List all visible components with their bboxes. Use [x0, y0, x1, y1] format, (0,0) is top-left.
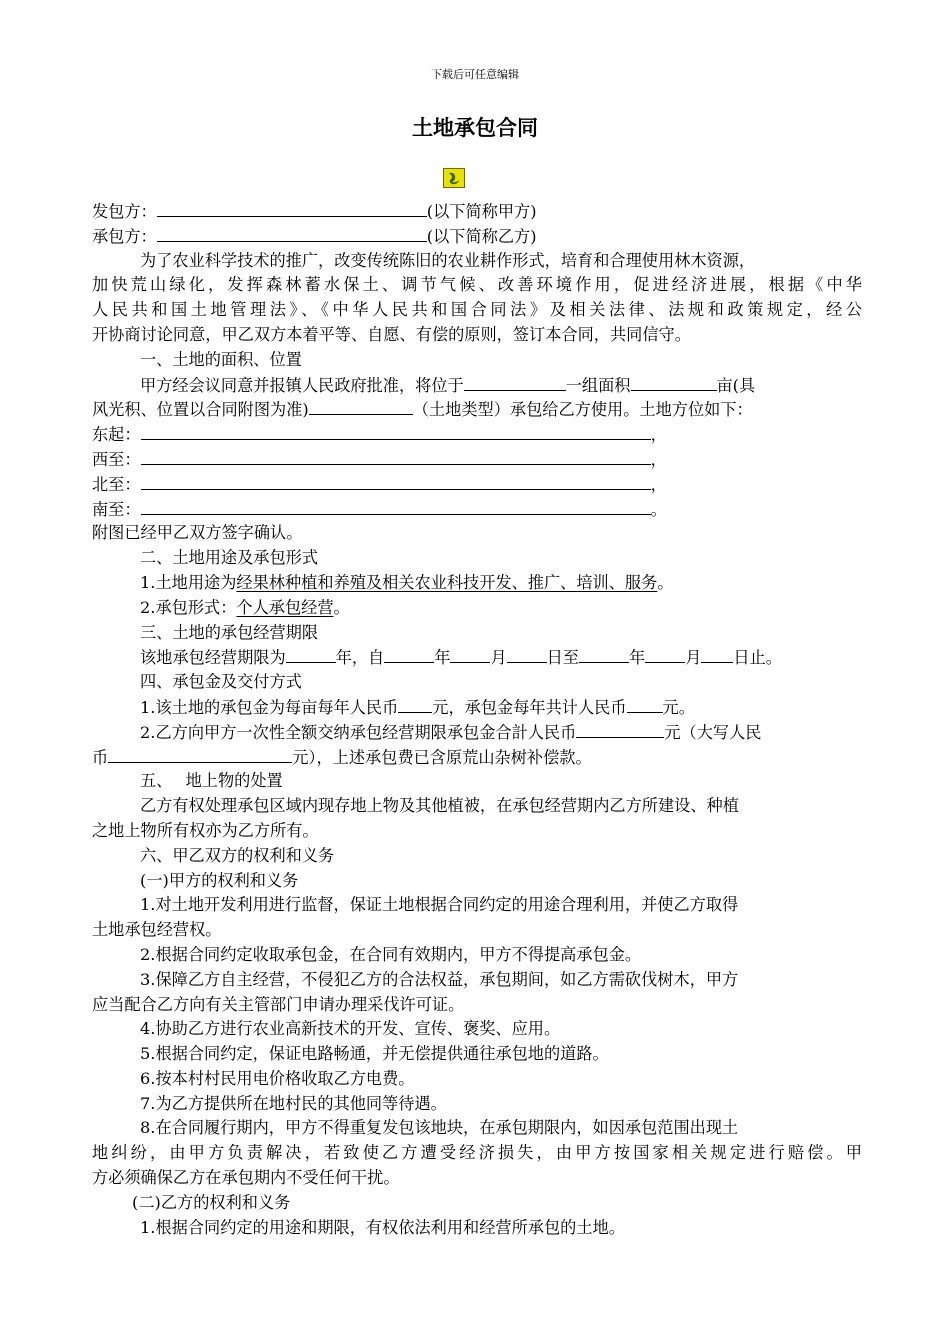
contractor-label: 承包方： — [92, 226, 157, 246]
party-a-item: 土地承包经营权。 — [92, 920, 222, 940]
preamble-line: 开协商讨论同意，甲乙双方本着平等、自愿、有偿的原则，签订本合同，共同信守。 — [92, 324, 691, 344]
employer-suffix: (以下简称甲方) — [426, 202, 537, 221]
preamble-line: 为了农业科学技术的推广，改变传统陈旧的农业耕作形式，培育和合理使用林木资源， — [140, 250, 756, 270]
contractor-line — [92, 224, 862, 249]
west-blank — [141, 447, 651, 465]
boundary-west: 西至： ， — [92, 447, 862, 472]
section-6-heading: 六、甲乙双方的权利和义务 — [140, 845, 335, 865]
rent-line: 1.该土地的承包金为每亩每年人民币 元，承包金每年共计人民币 元。 — [92, 695, 862, 720]
rent-per-mu-blank — [398, 695, 432, 713]
land-use-line: 1.土地用途为经果林种植和养殖及相关农业科技开发、推广、培训、服务。 — [140, 572, 674, 592]
lump-sum-line: 2.乙方向甲方一次性全额交纳承包经营期限承包金合計人民币 元（大写人民 — [92, 720, 862, 745]
boundary-east: 东起： ， — [92, 422, 862, 447]
contractor-suffix: (以下简称乙方) — [426, 226, 537, 246]
section-2-heading: 二、土地用途及承包形式 — [140, 548, 319, 568]
party-a-item: 地纠纷，由甲方负责解决，若致使乙方遭受经济损失，由甲方按国家相关规定进行赔偿。甲 — [92, 1143, 862, 1163]
village-blank — [464, 373, 566, 391]
contract-form-line: 2.承包形式：个人承包经营。 — [140, 597, 350, 617]
party-a-item: 4.协助乙方进行农业高新技术的开发、宣传、褒奖、应用。 — [140, 1019, 561, 1039]
south-blank — [141, 497, 651, 515]
section-3-heading: 三、土地的承包经营期限 — [140, 622, 319, 642]
employer-line — [92, 199, 862, 224]
party-a-heading: (一)甲方的权利和义务 — [140, 870, 299, 890]
party-a-item: 3.保障乙方自主经营，不侵犯乙方的合法权益，承包期间，如乙方需砍伐树木，甲方 — [140, 969, 739, 989]
preamble-line: 加快荒山绿化，发挥森林蓄水保土、调节气候、改善环境作用，促进经济进展，根据《中华 — [92, 275, 862, 295]
party-a-item: 方必须确保乙方在承包期内不受任何干扰。 — [92, 1168, 400, 1188]
header-note: 下载后可任意编辑 — [431, 68, 519, 81]
contract-body — [92, 199, 862, 1240]
section-5-line: 乙方有权处理承包区域内现存地上物及其他植被，在承包经营期内乙方所建设、种植 — [140, 796, 739, 816]
land-type-blank — [309, 397, 413, 415]
land-type-line: 风光积、位置以合同附图为准) （土地类型）承包给乙方使用。土地方位如下： — [92, 397, 862, 422]
party-a-item: 2.根据合同约定收取承包金，在合同有效期内，甲方不得提高承包金。 — [140, 944, 642, 964]
lump-sum-blank — [576, 720, 664, 738]
section-5-line: 之地上物所有权亦为乙方所有。 — [92, 820, 319, 840]
contractor-blank — [157, 224, 427, 242]
section-1-heading: 一、土地的面积、位置 — [140, 349, 302, 369]
party-a-item: 6.按本村村民用电价格收取乙方电费。 — [140, 1068, 415, 1088]
party-a-item: 1.对土地开发利用进行监督，保证土地根据合同约定的用途合理利用，并使乙方取得 — [140, 895, 739, 915]
term-years-blank — [286, 645, 336, 663]
employer-label: 发包方： — [92, 202, 157, 221]
preamble-line: 人民共和国土地管理法》、《中华人民共和国合同法》及相关法律、法规和政策规定，经公 — [92, 300, 862, 320]
party-a-item: 应当配合乙方向有关主管部门申请办理采伐许可证。 — [92, 994, 465, 1014]
land-use-value: 经果林种植和养殖及相关农业科技开发、推广、培训、服务 — [236, 572, 658, 592]
north-blank — [141, 472, 651, 490]
section-5-heading: 五、 地上物的处置 — [140, 771, 283, 791]
boundary-south: 南至： 。 — [92, 497, 862, 522]
document-title: 土地承包合同 — [412, 116, 538, 140]
party-b-item: 1.根据合同约定的用途和期限，有权依法利用和经营所承包的土地。 — [140, 1217, 625, 1237]
annex-note: 附图已经甲乙双方签字确认。 — [92, 523, 303, 543]
east-blank — [141, 422, 651, 440]
party-a-item: 8.在合同履行期内，甲方不得重复发包该地块，在承包期限内，如因承包范围出现土 — [140, 1118, 739, 1138]
amount-in-words-blank — [108, 745, 292, 763]
area-blank — [631, 373, 717, 391]
location-line: 甲方经会议同意并报镇人民政府批准，将位于 一组面积 亩(具 — [92, 373, 862, 398]
party-a-item: 5.根据合同约定，保证电路畅通，并无偿提供通往承包地的道路。 — [140, 1044, 609, 1064]
rent-total-blank — [627, 695, 663, 713]
party-b-heading: (二)乙方的权利和义务 — [132, 1192, 291, 1212]
party-a-item: 7.为乙方提供所在地村民的其他同等待遇。 — [140, 1093, 447, 1113]
boundary-north: 北至： ， — [92, 472, 862, 497]
employer-blank — [157, 199, 427, 217]
emblem-icon — [443, 168, 465, 188]
contract-form-value: 个人承包经营 — [236, 597, 334, 617]
lump-sum-words-line: 币 元），上述承包费已含原荒山杂树补偿款。 — [92, 745, 862, 770]
term-line: 该地承包经营期限为 年，自 年 月 日至 年 月 日止。 — [92, 645, 862, 670]
section-4-heading: 四、承包金及交付方式 — [140, 672, 302, 692]
